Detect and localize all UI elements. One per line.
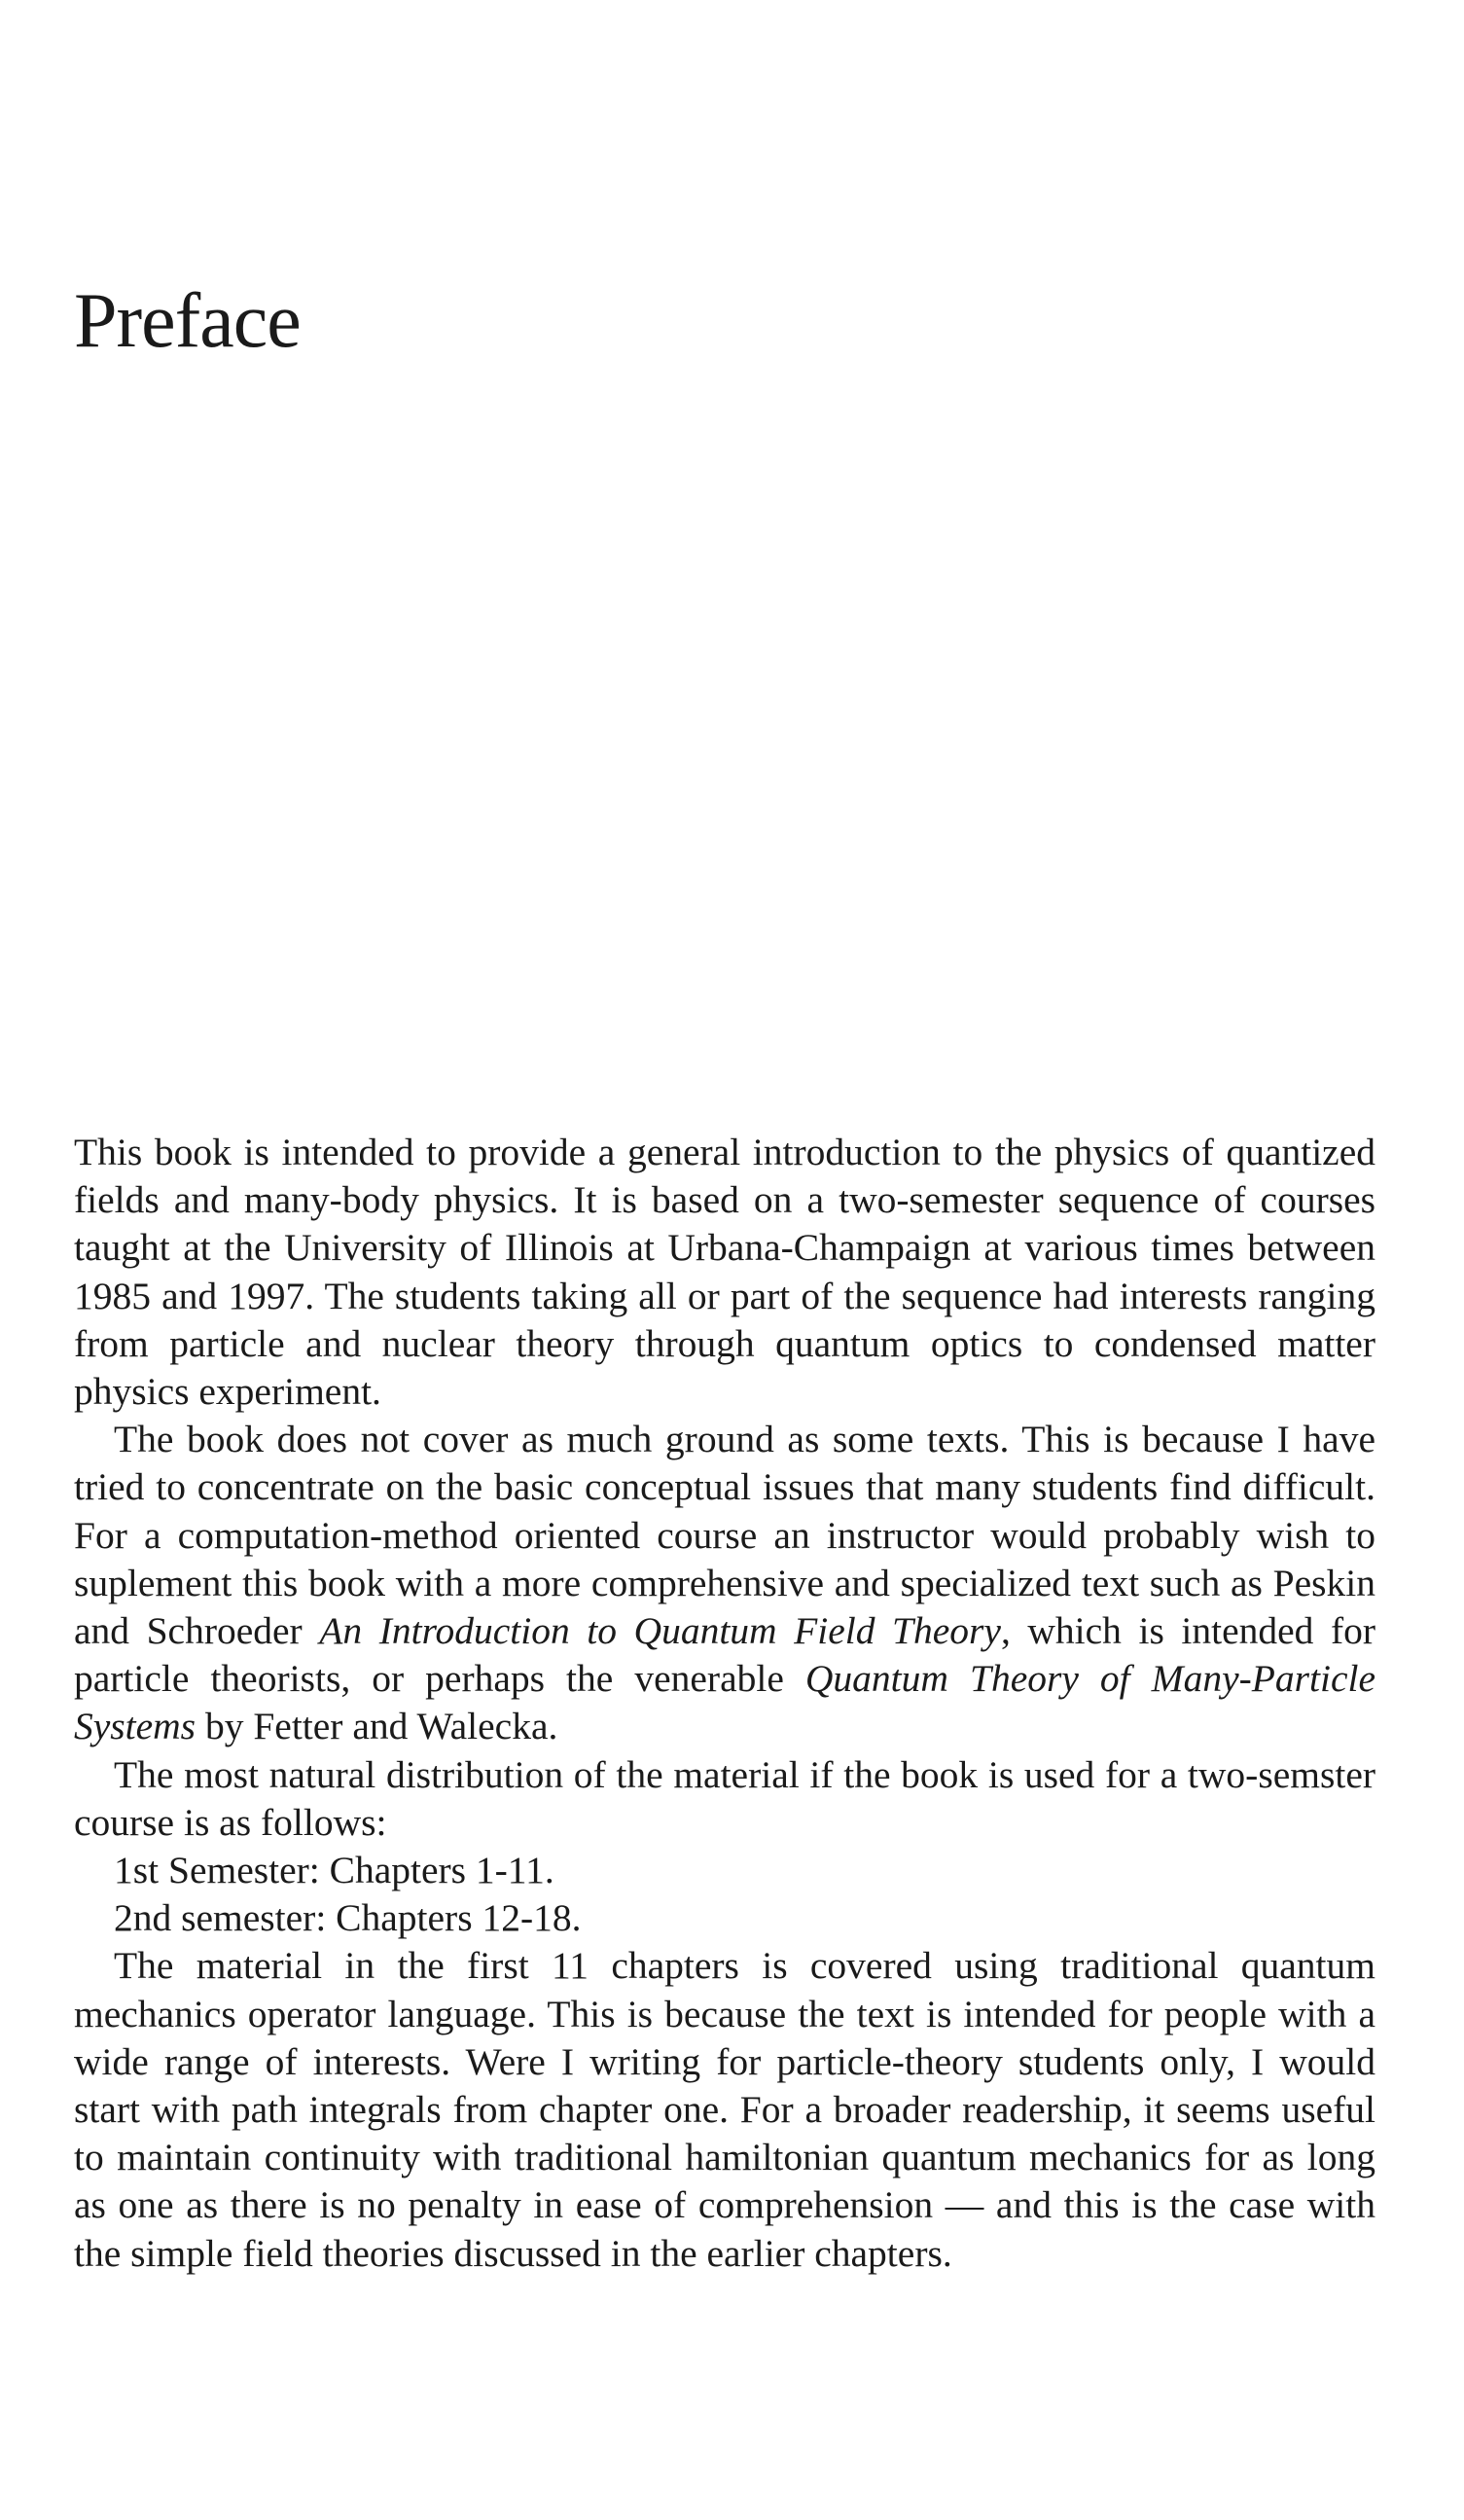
paragraph-6: The material in the first 11 chapters is covered using traditional quantum mechanics operator language. This is because the text is intended for people with a wide range of interests. Were I writing for particle-theory students only, I would start with path integrals from chapter one. For a broader readership, it seems useful to maintain continuity with traditional hamiltonian quantum mechanics for as long as one as there is no penalty in ease of comprehension — and this is the case with the simple field theories discussed in the earlier chapters. [74,1944,1375,2275]
book-title-peskin: An Introduction to Quantum Field Theory [319,1609,1001,1653]
paragraph-2-text-c: by Fetter and Walecka. [196,1705,558,1748]
paragraph-2-text-a: The book does not cover as much ground as some texts. This is because I have tried to concentrate on the basic conceptual issues that many students find difficult. For a computation-method oriented course an instructor would probably wish to suplement this book with a more comprehensive and specialized text such as Peskin and Schroeder [74,1418,1375,1653]
preface-body [74,1129,1375,2278]
paragraph-semester-1: 1st Semester: Chapters 1-11. [114,1849,554,1892]
book-title-fetter: Quantum Theory of Many-Particle Systems [74,1657,1376,1748]
paragraph-3: The most natural distribution of the material if the book is used for a two-semster course is as follows: [74,1752,1375,1844]
paragraph-2 [74,1416,1375,1750]
paragraph-1: This book is intended to provide a general introduction to the physics of quantized fields and many-body physics. It is based on a two-semester sequence of courses taught at the University of Illinois at Urbana-Champaign at various times between 1985 and 1997. The students taking all or part of the sequence had interests ranging from particle and nuclear theory through quantum optics to condensed matter physics experiment. [74,1131,1375,1414]
page-title: Preface [74,278,301,364]
paragraph-semester-2: 2nd semester: Chapters 12-18. [114,1896,582,1940]
paragraph-2-text-b: , which is intended for particle theorists, or perhaps the venerable [74,1609,1375,1701]
